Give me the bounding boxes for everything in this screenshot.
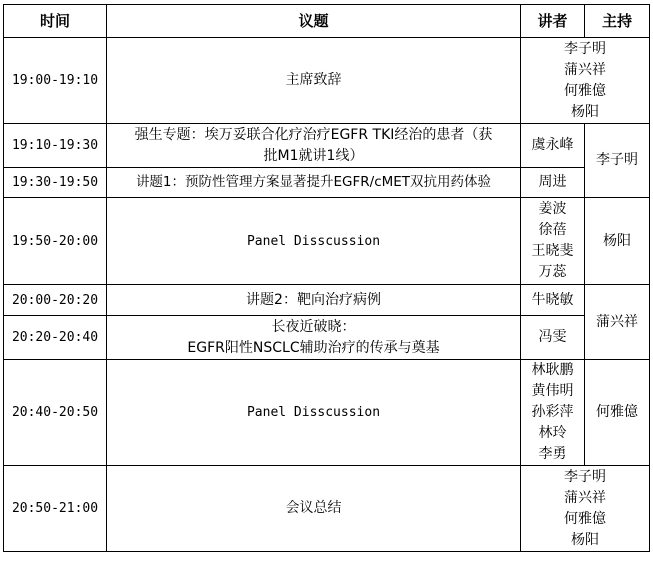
person-name: 李勇 [538,446,567,462]
time-cell: 20:00-20:20 [4,285,107,316]
person-name: 孙彩萍 [531,404,574,420]
table-row [4,360,650,466]
time-cell: 20:50-21:00 [4,466,107,552]
speaker-host-cell [521,38,650,124]
topic-line: 强生专题：埃万妥联合化疗治疗EGFR TKI经治的患者（获 [134,126,493,143]
time-cell: 20:20-20:40 [4,316,107,360]
agenda-table [3,4,650,552]
person-name: 万蕊 [538,264,567,280]
topic-cell [107,316,521,360]
person-name: 徐蓓 [538,222,567,238]
person-name: 何雅億 [564,82,606,99]
time-cell: 20:40-20:50 [4,360,107,466]
person-name: 王晓斐 [531,243,574,259]
topic-cell: 主席致辞 [107,38,521,124]
person-name: 林玲 [538,425,567,441]
table-row [4,38,650,124]
person-name: 黄伟明 [531,383,574,399]
person-name: 蒲兴祥 [564,61,606,78]
topic-line: EGFR阳性NSCLC辅助治疗的传承与奠基 [187,339,440,356]
table-row [4,316,650,360]
topic-cell: Panel Disscussion [107,360,521,466]
speaker-cell: 冯雯 [521,316,585,360]
table-row [4,124,650,168]
header-time: 时间 [4,5,107,38]
topic-cell: 讲题2：靶向治疗病例 [107,285,521,316]
speaker-cell: 虞永峰 [521,124,585,168]
person-name: 杨阳 [571,531,599,548]
person-name: 蒲兴祥 [564,489,606,506]
table-row [4,198,650,285]
topic-cell: Panel Disscussion [107,198,521,285]
header-speaker: 讲者 [521,5,585,38]
topic-line: 长夜近破晓： [271,318,356,335]
person-name: 林耿鹏 [531,362,574,378]
time-cell: 19:10-19:30 [4,124,107,168]
host-cell: 杨阳 [585,198,650,285]
topic-line: 批M1就讲1线） [263,147,364,164]
speaker-cell: 牛晓敏 [521,285,585,316]
person-name: 李子明 [564,468,606,485]
speaker-cell: 周进 [521,168,585,198]
person-name: 杨阳 [571,103,599,120]
header-topic: 议题 [107,5,521,38]
table-row [4,168,650,198]
topic-cell: 会议总结 [107,466,521,552]
time-cell: 19:50-20:00 [4,198,107,285]
host-cell: 李子明 [585,124,650,198]
header-row [4,5,650,38]
table-row [4,285,650,316]
table-row [4,466,650,552]
person-name: 何雅億 [564,510,606,527]
topic-cell [107,124,521,168]
person-name: 李子明 [564,40,606,57]
person-name: 姜波 [538,201,567,217]
speaker-cell [521,198,585,285]
time-cell: 19:30-19:50 [4,168,107,198]
speaker-cell [521,360,585,466]
host-cell: 蒲兴祥 [585,285,650,360]
speaker-host-cell [521,466,650,552]
header-host: 主持 [585,5,650,38]
host-cell: 何雅億 [585,360,650,466]
topic-cell: 讲题1：预防性管理方案显著提升EGFR/cMET双抗用药体验 [107,168,521,198]
time-cell: 19:00-19:10 [4,38,107,124]
